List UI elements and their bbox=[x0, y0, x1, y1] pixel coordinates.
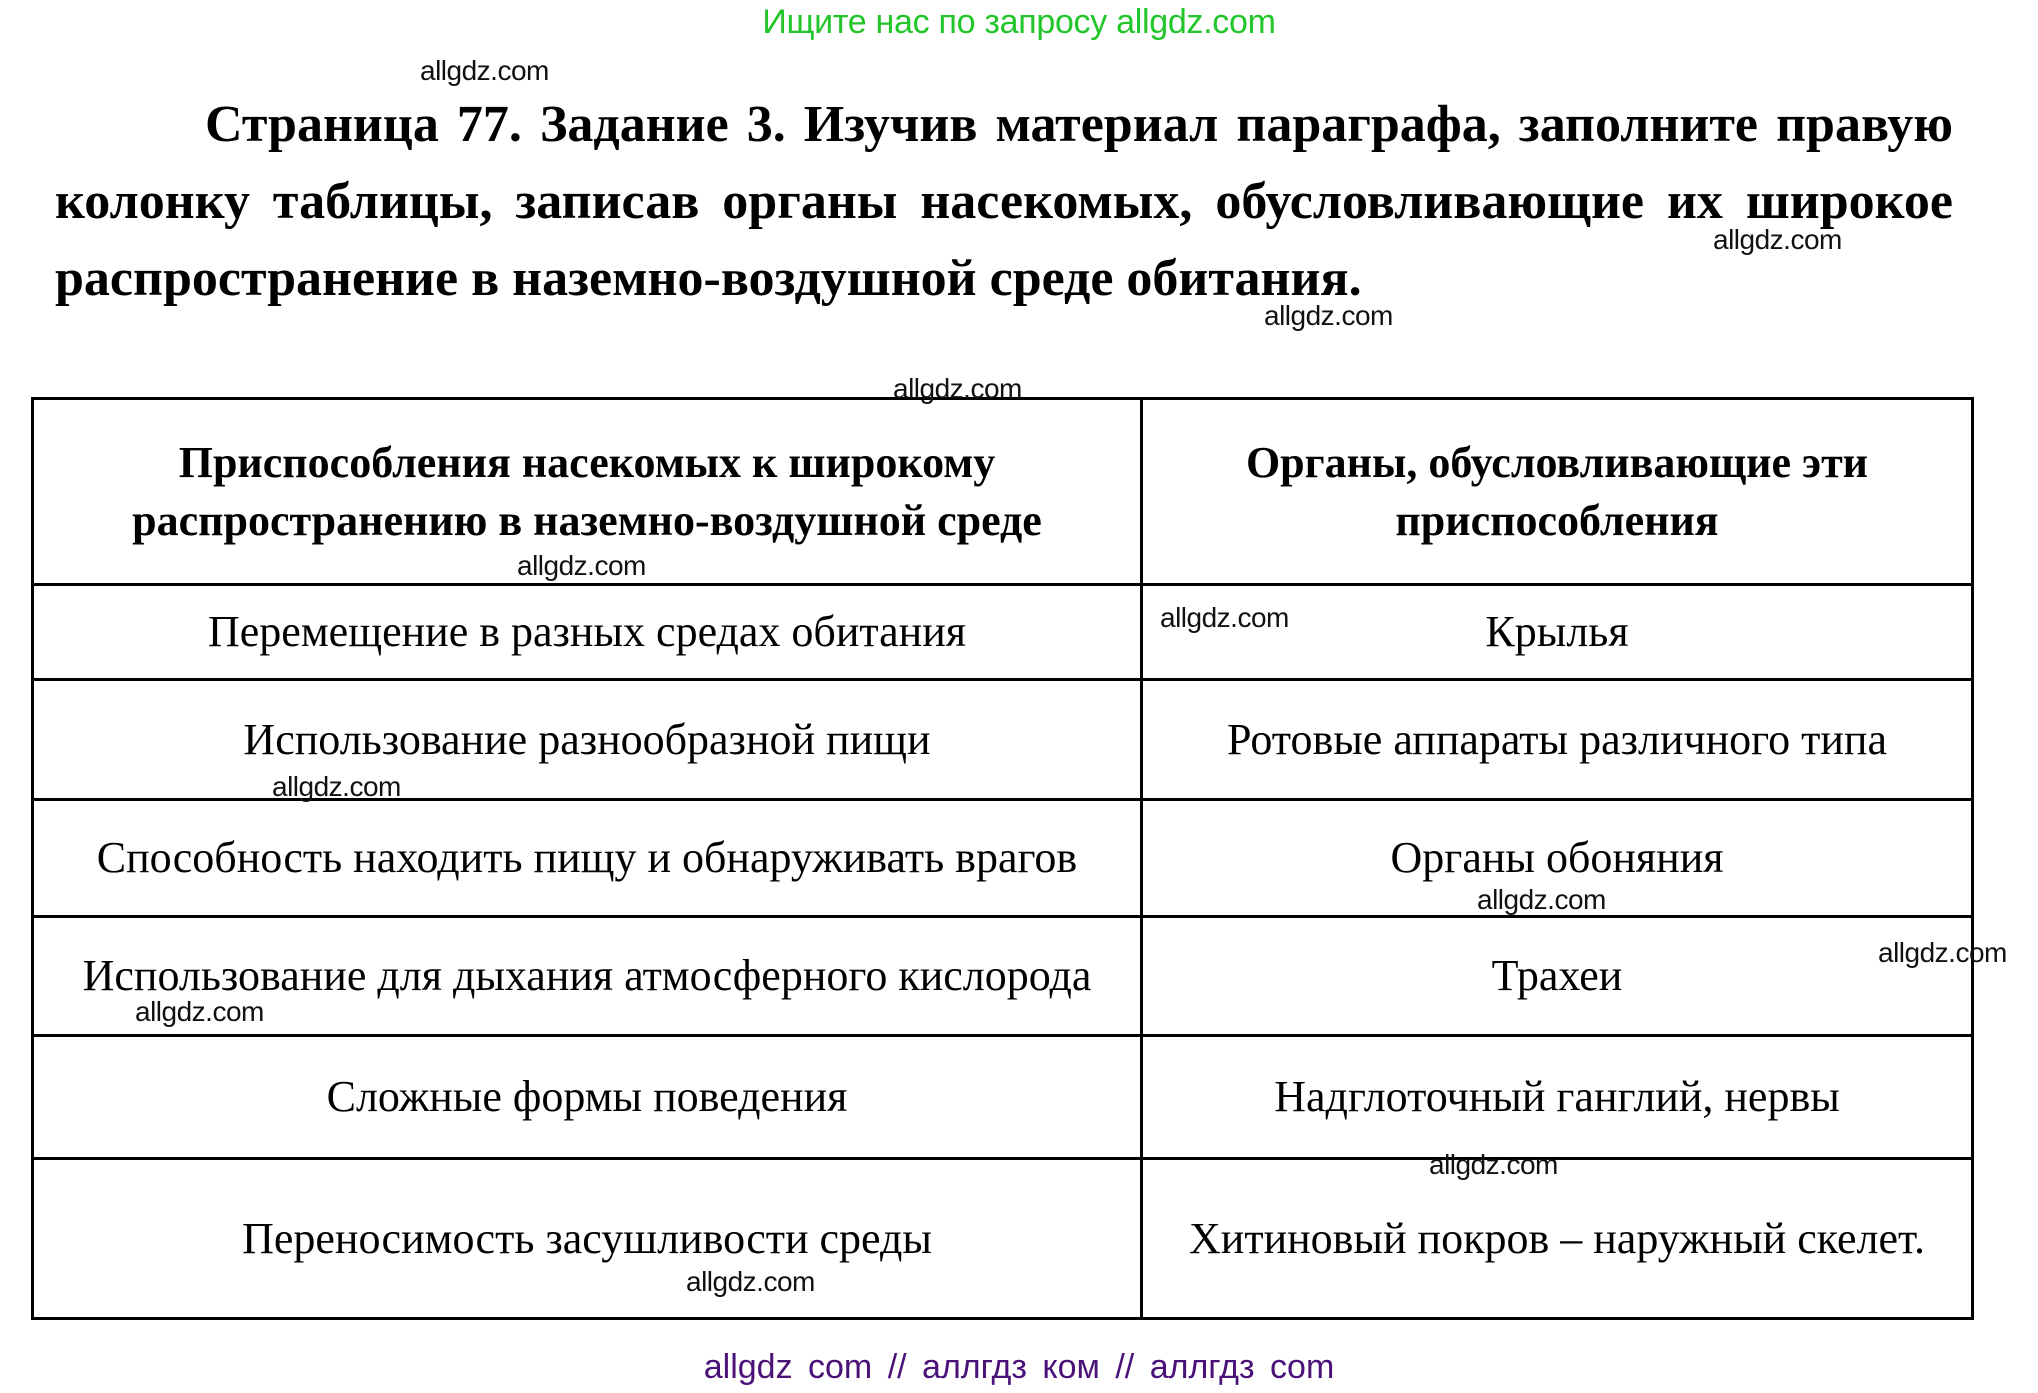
top-search-banner: Ищите нас по запросу allgdz.com bbox=[762, 3, 1276, 41]
watermark: allgdz.com bbox=[893, 373, 1022, 404]
watermark: allgdz.com bbox=[420, 55, 549, 86]
watermark: allgdz.com bbox=[1878, 937, 2007, 968]
adaptation-cell: Использование разнообразной пищи bbox=[33, 680, 1142, 800]
watermark: allgdz.com bbox=[1477, 884, 1606, 915]
table-row bbox=[33, 1159, 1973, 1319]
header-organs: Органы, обусловливающие эти приспособления bbox=[1142, 399, 1973, 585]
organ-cell: Хитиновый покров – наружный скелет. bbox=[1142, 1159, 1973, 1319]
watermark: allgdz.com bbox=[135, 996, 264, 1027]
table-header-row bbox=[33, 399, 1973, 585]
watermark: allgdz.com bbox=[1713, 224, 1842, 255]
adaptation-cell: Перемещение в разных средах обитания bbox=[33, 585, 1142, 680]
organ-cell: Трахеи bbox=[1142, 917, 1973, 1036]
adaptation-cell: Переносимость засушливости среды bbox=[33, 1159, 1142, 1319]
answer-table bbox=[31, 397, 1974, 1320]
watermark: allgdz.com bbox=[1429, 1149, 1558, 1180]
table-row bbox=[33, 585, 1973, 680]
watermark: allgdz.com bbox=[1160, 602, 1289, 633]
header-adaptations: Приспособления насекомых к широкому распространению в наземно-воздушной среде bbox=[33, 399, 1142, 585]
watermark: allgdz.com bbox=[686, 1266, 815, 1297]
organ-cell: Ротовые аппараты различного типа bbox=[1142, 680, 1973, 800]
table-row bbox=[33, 800, 1973, 917]
adaptation-cell: Сложные формы поведения bbox=[33, 1036, 1142, 1159]
table-row bbox=[33, 1036, 1973, 1159]
watermark: allgdz.com bbox=[272, 771, 401, 802]
watermark: allgdz.com bbox=[517, 550, 646, 581]
footer-watermark: allgdz com // аллгдз ком // аллгдз com bbox=[703, 1348, 1335, 1386]
watermark: allgdz.com bbox=[1264, 300, 1393, 331]
task-heading-text: Страница 77. Задание 3. Изучив материал параграфа, заполните правую колонку таблицы, записав органы насекомых, обусловливающие их широкое распространение в наземно-воздушной среде обитания. bbox=[55, 96, 1953, 307]
table-row bbox=[33, 917, 1973, 1036]
adaptation-cell: Использование для дыхания атмосферного кислорода bbox=[33, 917, 1142, 1036]
adaptation-cell: Способность находить пищу и обнаруживать врагов bbox=[33, 800, 1142, 917]
task-heading bbox=[55, 86, 1953, 317]
organ-cell: Органы обоняния bbox=[1142, 800, 1973, 917]
organ-cell: Надглоточный ганглий, нервы bbox=[1142, 1036, 1973, 1159]
organ-cell: Крылья bbox=[1142, 585, 1973, 680]
